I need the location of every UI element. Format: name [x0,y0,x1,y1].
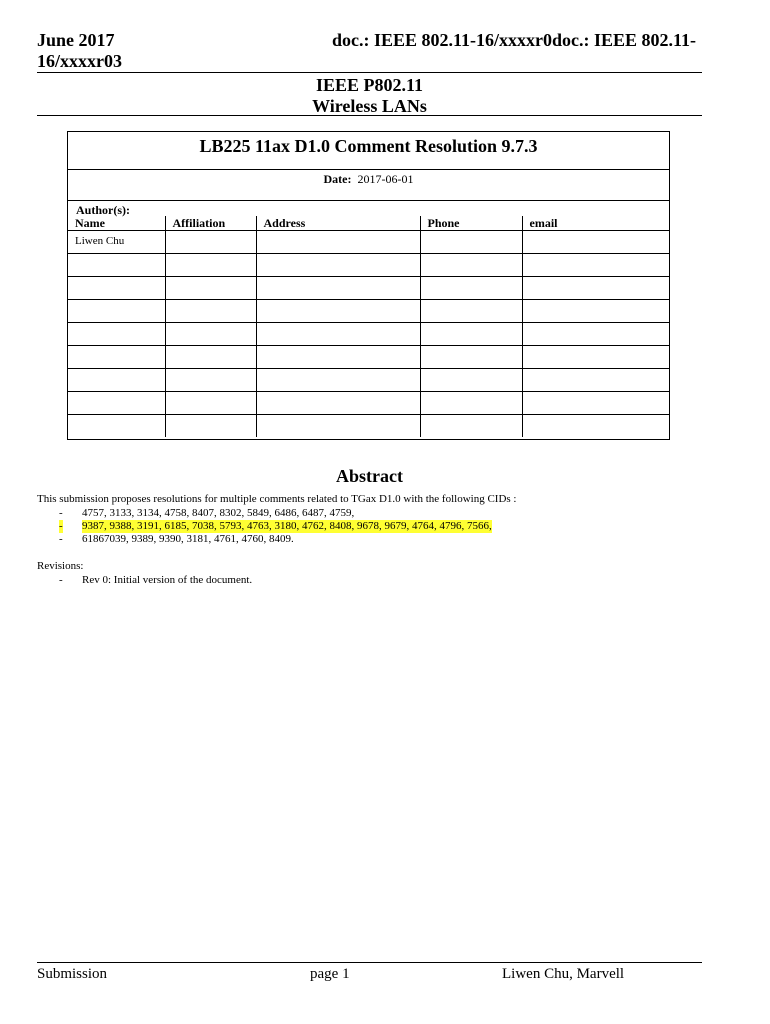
table-cell [68,346,165,369]
column-header: Address [256,216,420,231]
date-label: Date: [323,172,352,186]
table-cell [165,300,256,323]
abstract-heading: Abstract [336,466,403,486]
table-row [68,392,669,415]
table-cell [256,346,420,369]
table-cell [522,346,669,369]
date-value: 2017-06-01 [357,172,414,186]
column-header: Affiliation [165,216,256,231]
header-doc-id: doc.: IEEE 802.11-16/xxxxr0doc.: IEEE 802.11- [332,30,697,50]
table-cell [165,254,256,277]
org-line-2: Wireless LANs [312,96,427,116]
table-cell: Liwen Chu [68,231,165,254]
table-cell [522,231,669,254]
table-row [68,254,669,277]
cid-bullet: - [59,533,63,545]
table-row [68,323,669,346]
table-cell [420,346,522,369]
header-date: June 2017 [37,30,115,50]
column-header: email [522,216,669,231]
table-cell [165,323,256,346]
table-cell [420,369,522,392]
date-row [68,172,669,186]
table-cell [256,392,420,415]
header-rule [37,72,702,73]
table-row [68,415,669,438]
column-header: Name [68,216,165,231]
table-cell [68,277,165,300]
table-cell [522,277,669,300]
table-cell [256,323,420,346]
title-block [67,131,670,440]
table-cell [68,300,165,323]
table-cell [420,392,522,415]
table-cell [165,346,256,369]
cid-line: 61867039, 9389, 9390, 3181, 4761, 4760, 8409. [82,533,294,545]
table-cell [68,254,165,277]
table-cell [522,392,669,415]
table-cell [68,323,165,346]
table-cell [256,277,420,300]
table-cell [522,300,669,323]
column-header: Phone [420,216,522,231]
authors-header-row [68,216,669,231]
document-title: LB225 11ax D1.0 Comment Resolution 9.7.3 [199,136,538,156]
footer-rule [37,962,702,963]
cid-line: 4757, 3133, 3134, 4758, 8407, 8302, 5849, 6486, 6487, 4759, [82,507,355,519]
date-divider [68,200,669,201]
table-cell [165,369,256,392]
footer-left: Submission [37,966,108,982]
table-cell [256,415,420,438]
table-cell [420,415,522,438]
table-cell [256,254,420,277]
table-row [68,369,669,392]
table-cell [68,392,165,415]
table-cell [420,300,522,323]
table-cell [256,300,420,323]
org-line-1: IEEE P802.11 [315,75,424,95]
cid-bullet: - [59,520,63,532]
table-cell [522,254,669,277]
table-cell [420,277,522,300]
authors-label: Author(s): [76,203,130,217]
table-row [68,231,669,254]
title-divider [68,169,669,170]
revisions-label: Revisions: [37,560,84,572]
table-row [68,277,669,300]
revision-item: Rev 0: Initial version of the document. [82,574,253,586]
cid-bullet: - [59,507,63,519]
table-row [68,346,669,369]
table-cell [165,415,256,438]
header-doc-id-continued: 16/xxxxr03 [37,51,122,71]
table-cell [256,231,420,254]
table-cell [522,415,669,438]
revision-bullet: - [59,574,63,586]
table-cell [522,369,669,392]
table-cell [420,323,522,346]
table-cell [165,231,256,254]
table-cell [420,254,522,277]
authors-table [68,216,669,437]
table-row [68,300,669,323]
table-cell [165,392,256,415]
table-cell [522,323,669,346]
table-cell [256,369,420,392]
table-cell [68,369,165,392]
footer-author: Liwen Chu, Marvell [502,966,625,982]
table-cell [420,231,522,254]
table-cell [165,277,256,300]
footer-page-number: page 1 [310,966,350,982]
cid-line-highlighted: 9387, 9388, 3191, 6185, 7038, 5793, 4763, 3180, 4762, 8408, 9678, 9679, 4764, 4796, 7566, [82,520,492,532]
abstract-intro: This submission proposes resolutions for multiple comments related to TGax D1.0 with the following CIDs : [37,493,517,505]
org-rule [37,115,702,116]
table-cell [68,415,165,438]
